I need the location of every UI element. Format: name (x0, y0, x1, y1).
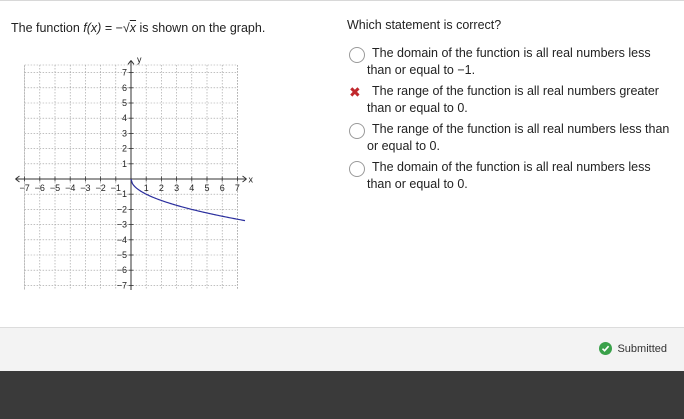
y-tick-label: −5 (116, 250, 127, 260)
x-tick-label: −7 (19, 183, 30, 193)
y-tick-label: 5 (121, 98, 127, 108)
radio-button[interactable] (349, 123, 365, 139)
x-tick-label: 4 (189, 183, 195, 193)
submitted-label: Submitted (617, 342, 667, 355)
y-tick-label: 7 (121, 67, 127, 78)
checkmark-icon (599, 342, 612, 355)
option-2-line1: The range of the function is all real numbers greater (372, 84, 659, 98)
option-1[interactable] (349, 45, 679, 79)
question-text: Which statement is correct? (347, 18, 502, 32)
x-tick-label: 7 (234, 183, 240, 193)
answer-options (349, 45, 679, 197)
x-tick-label: 3 (174, 183, 180, 193)
incorrect-x-icon: ✖ (349, 84, 361, 100)
option-4[interactable] (349, 159, 679, 193)
x-tick-label: −4 (65, 183, 76, 193)
x-tick-label: 6 (219, 183, 225, 193)
x-tick-label: −5 (49, 183, 61, 193)
option-1-line2: than or equal to −1. (367, 63, 476, 77)
submitted-status (599, 342, 667, 355)
y-tick-label: −2 (116, 204, 127, 215)
graph-tick-labels (19, 54, 253, 290)
radio-button[interactable] (349, 47, 365, 63)
y-tick-label: 2 (121, 143, 127, 154)
x-tick-label: −3 (80, 183, 91, 193)
y-tick-label: 3 (121, 128, 127, 139)
footer-bar (0, 327, 684, 372)
bottom-bar (0, 371, 684, 419)
x-tick-label: 1 (143, 183, 149, 193)
option-2-line2: than or equal to 0. (367, 101, 468, 115)
y-tick-label: −3 (116, 219, 127, 230)
prompt-text (11, 21, 265, 35)
y-tick-label: 1 (121, 158, 127, 169)
option-3-line2: or equal to 0. (367, 139, 440, 153)
y-tick-label: −4 (116, 234, 127, 245)
prompt-prefix: The function (11, 21, 80, 35)
y-tick-label: 6 (121, 82, 127, 93)
x-tick-label: −1 (110, 183, 121, 193)
radicand: x (129, 21, 137, 35)
prompt-suffix: is shown on the graph. (139, 21, 266, 35)
option-3[interactable] (349, 121, 679, 155)
option-3-line1: The range of the function is all real numbers less than (372, 122, 670, 136)
option-4-line2: than or equal to 0. (367, 177, 468, 191)
y-tick-label: 4 (121, 113, 127, 124)
function-name: f(x) (83, 21, 102, 35)
x-tick-label: 5 (204, 183, 210, 193)
x-tick-label: −2 (95, 183, 106, 193)
function-graph (0, 45, 270, 290)
radio-button[interactable] (349, 161, 365, 177)
sqrt-symbol: √ (122, 21, 130, 35)
x-tick-label: 2 (158, 183, 164, 193)
x-tick-label: −6 (34, 183, 45, 193)
y-tick-label: −1 (116, 189, 127, 200)
graph-axes (15, 60, 246, 290)
y-axis-label: y (137, 54, 142, 65)
option-1-line1: The domain of the function is all real numbers less (372, 46, 651, 60)
x-axis-label: x (248, 174, 254, 185)
prompt-equals: = − (104, 21, 123, 35)
option-2[interactable] (349, 83, 679, 117)
option-4-line1: The domain of the function is all real numbers less (372, 160, 651, 174)
y-tick-label: −6 (116, 265, 127, 276)
y-tick-label: −7 (116, 280, 127, 290)
